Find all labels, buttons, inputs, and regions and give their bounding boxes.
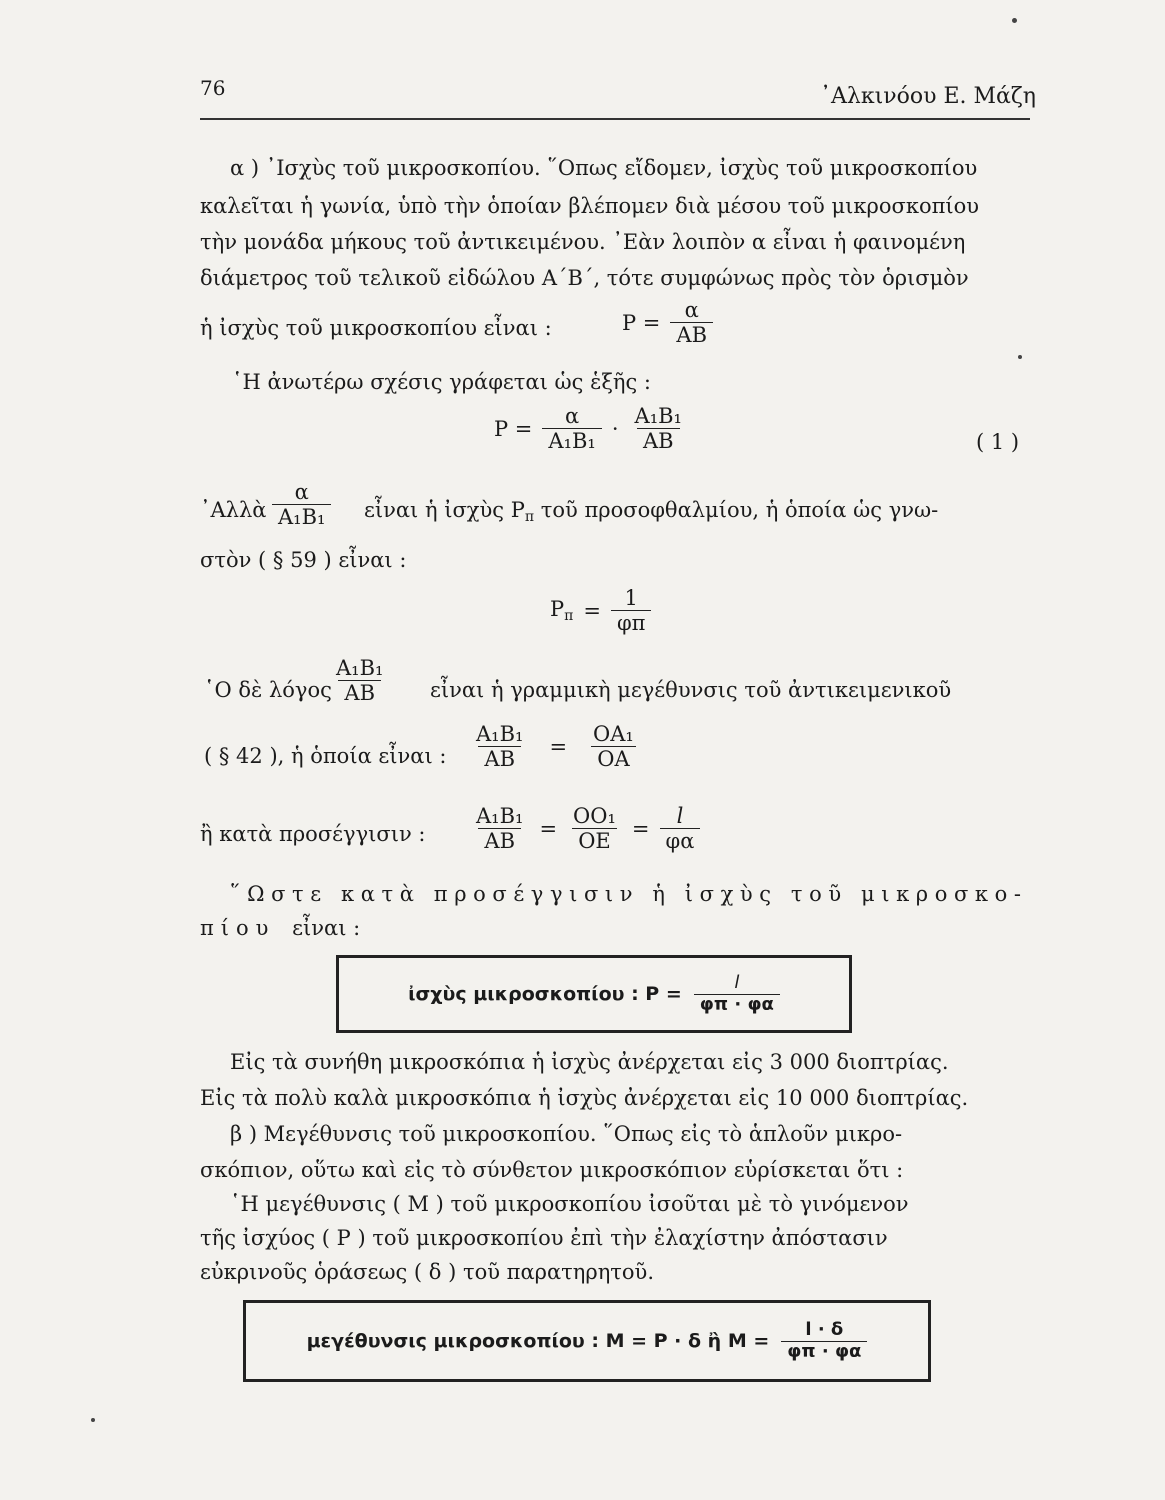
line9-numerator: A₁B₁ [336,656,384,680]
magnification-formula [246,1303,928,1379]
magnification-ratio [330,656,389,705]
magnification-formula-box [243,1300,931,1382]
eq4-fraction-1 [470,722,529,771]
eq5-f1-denominator: AB [478,828,521,853]
alpha-line-3: τὴν μονάδα μήκους τοῦ ἀντικειμένου. ᾽Εὰν λοιπὸν α εἶναι ἡ φαινομένη [200,230,966,254]
eq4-f2-numerator: OA₁ [593,722,634,746]
alpha-line-9-b: εἶναι ἡ γραμμικὴ μεγέθυνσις τοῦ ἀντικειμενικοῦ [430,678,952,702]
line7-numerator: α [294,480,309,504]
eq4-f1-numerator: A₁B₁ [476,722,524,746]
eq2-f2-denominator: AB [637,428,680,453]
eq2-fraction-2 [629,404,688,453]
box1-fraction [694,973,780,1015]
eq5-f2-denominator: OE [572,828,617,853]
equation-power-rewritten [494,404,688,453]
eq4-f2-denominator: OA [591,746,635,771]
eq2-lhs: P = [494,416,533,441]
alpha-line-9-a: ῾Ο δὲ λόγος [204,678,332,702]
line7-denominator: A₁B₁ [272,504,331,529]
alpha-line-10: ( § 42 ), ἡ ὁποία εἶναι : [204,744,447,768]
alpha-line-2: καλεῖται ἡ γωνία, ὑπὸ τὴν ὁποίαν βλέπομεν διὰ μέσου τοῦ μικροσκοπίου [200,194,980,218]
equation-approximation [470,804,700,853]
scan-speck [1012,18,1017,23]
eq3-numerator: 1 [624,586,638,610]
eq1-lhs: P = [622,310,661,335]
eq2-f1-numerator: α [565,404,580,428]
beta-line-1: β ) Μεγέθυνσις τοῦ μικροσκοπίου. ῞Οπως εἰς τὸ ἁπλοῦν μικρο- [230,1122,903,1146]
alpha-line-8: στὸν ( § 59 ) εἶναι : [200,548,407,572]
eq5-fraction-1 [470,804,529,853]
eq5-f3-denominator: φα [660,828,701,853]
line9-fraction [330,656,389,705]
eq2-dot: · [611,416,619,441]
box2-label: μεγέθυνσις μικροσκοπίου : M = P · δ ἢ M = [306,1330,770,1352]
equation-eyepiece-power [550,586,651,635]
eq5-fraction-3 [660,804,701,853]
power-formula-box [336,955,852,1033]
page-number: 76 [200,76,226,100]
scan-speck [91,1418,95,1422]
eq5-f1-numerator: A₁B₁ [476,804,524,828]
line7-subscript: π [524,509,535,525]
eq5-fraction-2 [567,804,622,853]
alpha-line-12: ῞Ωστε κατὰ προσέγγισιν ἡ ἰσχὺς τοῦ μικροσκο- [230,882,1028,906]
beta-line-5: εὐκρινοῦς ὁράσεως ( δ ) τοῦ παρατηρητοῦ. [200,1260,655,1284]
eq2-f1-denominator: A₁B₁ [542,428,601,453]
line13-text: εἶναι : [292,916,361,940]
eq1-fraction [670,298,713,347]
eq5-f3-numerator: l [676,804,684,828]
typical-power-line-2: Εἰς τὰ πολὺ καλὰ μικροσκόπια ἡ ἰσχὺς ἀνέρχεται εἰς 10 000 διοπτρίας. [200,1086,969,1110]
eq4-equals: = [549,734,568,759]
alpha-line-5: ἡ ἰσχὺς τοῦ μικροσκοπίου εἶναι : [200,316,552,340]
eq1-denominator: AB [670,322,713,347]
eyepiece-fraction [272,480,331,529]
power-formula [339,958,849,1030]
eq4-fraction-2 [587,722,640,771]
eq5-equals-1: = [539,816,558,841]
scan-speck [1018,355,1022,359]
box1-numerator: l [734,971,740,993]
box1-label: ἰσχὺς μικροσκοπίου : P = [408,983,682,1005]
alpha-line-1: α ) ᾽Ισχὺς τοῦ μικροσκοπίου. ῞Οπως εἴδομεν, ἰσχὺς τοῦ μικροσκοπίου [230,156,978,180]
eq2-fraction-1 [542,404,601,453]
equation-objective-magnification [470,722,640,771]
eq3-denominator: φπ [611,610,652,635]
alpha-line-7-b [364,500,938,524]
eq2-f2-numerator: A₁B₁ [634,404,682,428]
eq3-fraction [611,586,652,635]
eq5-f2-numerator: OO₁ [573,804,616,828]
eq5-equals-2: = [631,816,650,841]
box1-denominator: φπ · φα [694,994,780,1016]
alpha-line-13 [200,918,360,939]
equation-power [622,298,713,347]
alpha-line-7-a: ᾽Αλλὰ [200,498,267,522]
beta-line-2: σκόπιον, οὕτω καὶ εἰς τὸ σύνθετον μικροσκόπιον εὑρίσκεται ὅτι : [200,1158,904,1182]
eq3-lhs-letter: P [550,597,565,622]
eq3-equals: = [583,598,601,623]
eq3-lhs [550,597,573,624]
line7-fraction [272,480,331,529]
alpha-line-11: ἢ κατὰ προσέγγισιν : [200,822,426,846]
typical-power-line-1: Εἰς τὰ συνήθη μικροσκόπια ἡ ἰσχὺς ἀνέρχεται εἰς 3 000 διοπτρίας. [230,1050,949,1074]
line13-spaced-word: πίου [200,916,276,940]
box2-denominator: φπ · φα [781,1341,867,1363]
line7-text-c: τοῦ προσοφθαλμίου, ἡ ὁποία ὡς γνω- [540,498,939,522]
box2-fraction [781,1320,867,1362]
eq3-lhs-subscript: π [564,608,574,625]
box2-numerator: l · δ [805,1318,844,1340]
eq1-numerator: α [684,298,699,322]
header-rule [200,118,1030,120]
running-title: ᾽Αλκινόου Ε. Μάζη [820,84,1036,109]
beta-line-4: τῆς ἰσχύος ( P ) τοῦ μικροσκοπίου ἐπὶ τὴν ἐλαχίστην ἀπόστασιν [200,1226,888,1250]
line7-text-b: εἶναι ἡ ἰσχὺς P [364,498,525,522]
alpha-line-6: ῾Η ἀνωτέρω σχέσις γράφεται ὡς ἑξῆς : [232,370,652,394]
eq4-f1-denominator: AB [478,746,521,771]
alpha-line-4: διάμετρος τοῦ τελικοῦ εἰδώλου Α΄Β΄, τότε συμφώνως πρὸς τὸν ὁρισμὸν [200,266,969,290]
equation-label-1: ( 1 ) [976,430,1020,454]
line9-denominator: AB [338,680,381,705]
beta-line-3: ῾Η μεγέθυνσις ( M ) τοῦ μικροσκοπίου ἰσοῦται μὲ τὸ γινόμενον [230,1192,909,1216]
